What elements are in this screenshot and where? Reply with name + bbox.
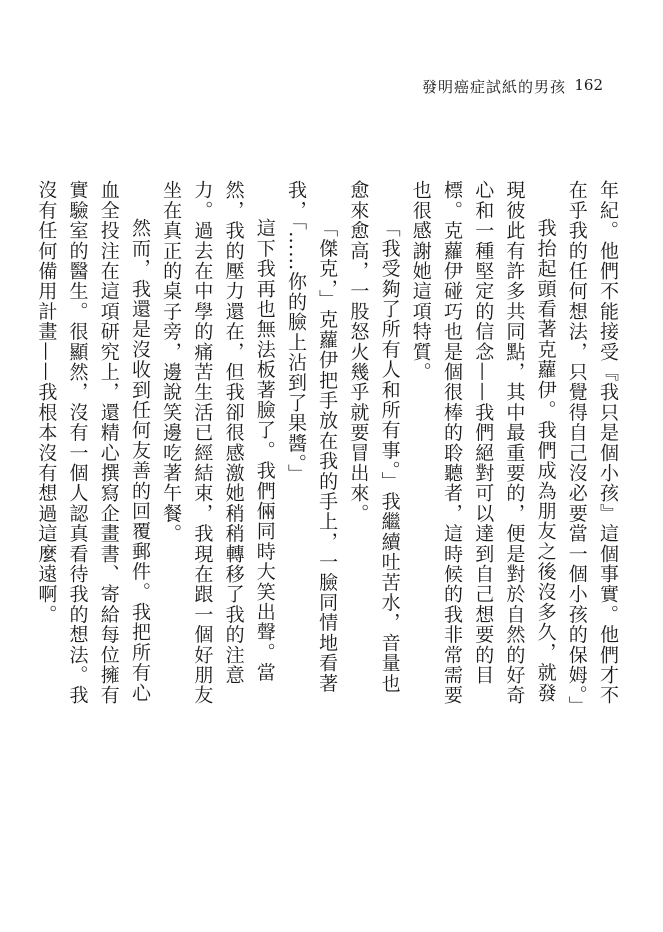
paragraph: 「我受夠了所有人和所有事。」我繼續吐苦水，音量也愈來愈高，一股怒火幾乎就要冒出來。 [347,180,401,694]
running-header: 發明癌症試紙的男孩 [421,78,566,96]
paragraph: 年紀。他們不能接受『我只是個小孩』這個事實。他們才不在乎我的任何想法，只覺得自己沒必要當一個小孩的保姆。」 [565,180,619,716]
body-text [35,180,623,716]
paragraph: 然而，我還是沒收到任何友善的回覆郵件。我把所有心血全投注在這項研究上，還精心撰寫企畫書、寄給每位擁有實驗室的醫生。很顯然，沒有一個人認真看待我的想法。我沒有任何備用計畫——我根本沒有想過這麼遠啊。 [35,180,151,706]
paragraph: 我抬起頭看著克蘿伊。我們成為朋友之後沒多久，就發現彼此有許多共同點，其中最重要的，便是對於自然的好奇心和一種堅定的信念——我們絕對可以達到自己想要的目標。克蘿伊碰巧也是個很棒的聆聽者，這時候的我非常需要也很感謝她這項特質。 [409,180,557,706]
paragraph: 「傑克，」克蘿伊把手放在我的手上，一臉同情地看著我，「……你的臉上沾到了果醬。」 [284,180,339,694]
paragraph: 這下我再也無法板著臉了。我們倆同時大笑出聲。當然，我的壓力還在，但我卻很感激她稍稍轉移了我的注意力。過去在中學的痛苦生活已經結束，我現在跟一個好朋友坐在真正的桌子旁，邊說笑邊吃著午餐。 [160,180,276,706]
page-number: 162 [574,76,603,94]
